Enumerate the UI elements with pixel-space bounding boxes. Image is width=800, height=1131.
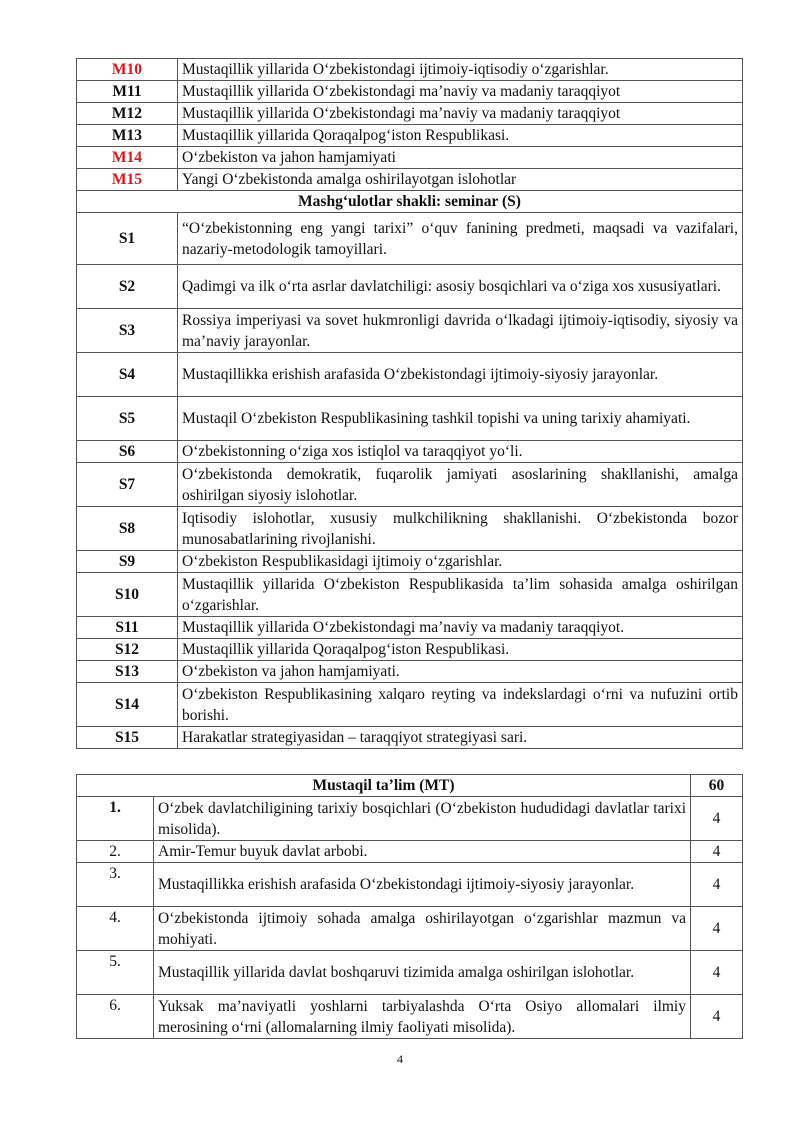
topic-hours: 4 — [691, 951, 743, 995]
table-row — [77, 507, 743, 551]
table-row — [77, 995, 743, 1039]
independent-study-title: Mustaqil ta’lim (MT) — [77, 775, 691, 797]
seminar-topic: Qadimgi va ilk o‘rta asrlar davlatchiligi: asosiy bosqichlari va o‘ziga xos xususiyatlari. — [178, 265, 743, 309]
independent-topic: O‘zbekistonda ijtimoiy sohada amalga oshirilayotgan o‘zgarishlar mazmun va mohiyati. — [154, 907, 691, 951]
table-row — [77, 169, 743, 191]
table-row — [77, 639, 743, 661]
seminar-code: S1 — [77, 213, 178, 265]
seminar-code: S6 — [77, 441, 178, 463]
seminar-topic: O‘zbekistonning o‘ziga xos istiqlol va taraqqiyot yo‘li. — [178, 441, 743, 463]
independent-study-table — [76, 774, 743, 1039]
independent-topic: Amir-Temur buyuk davlat arbobi. — [154, 841, 691, 863]
table-row — [77, 81, 743, 103]
module-code: M12 — [77, 103, 178, 125]
table-row — [77, 441, 743, 463]
table-row — [77, 463, 743, 507]
seminar-topic: Iqtisodiy islohotlar, xususiy mulkchilikning shakllanishi. O‘zbekistonda bozor munosabatlarining rivojlanishi. — [178, 507, 743, 551]
module-topic: Yangi O‘zbekistonda amalga oshirilayotgan islohotlar — [178, 169, 743, 191]
module-code: M13 — [77, 125, 178, 147]
table-row — [77, 661, 743, 683]
module-topic: Mustaqillik yillarida Qoraqalpog‘iston Respublikasi. — [178, 125, 743, 147]
topic-hours: 4 — [691, 841, 743, 863]
table-row — [77, 397, 743, 441]
table-row — [77, 103, 743, 125]
seminar-code: S8 — [77, 507, 178, 551]
page-number: 4 — [397, 1052, 403, 1066]
independent-topic: Yuksak ma’naviyatli yoshlarni tarbiyalashda O‘rta Osiyo allomalari ilmiy merosining o‘rni (allomalarning ilmiy faoliyati misolida). — [154, 995, 691, 1039]
table-row — [77, 951, 743, 995]
row-number: 5. — [77, 951, 154, 995]
seminar-code: S5 — [77, 397, 178, 441]
table-row — [77, 617, 743, 639]
seminar-code: S7 — [77, 463, 178, 507]
table-row — [77, 353, 743, 397]
row-number: 1. — [77, 797, 154, 841]
independent-topic: Mustaqillikka erishish arafasida O‘zbekistondagi ijtimoiy-siyosiy jarayonlar. — [154, 863, 691, 907]
seminar-code: S15 — [77, 727, 178, 749]
topic-hours: 4 — [691, 797, 743, 841]
seminar-topic: O‘zbekiston Respublikasidagi ijtimoiy o‘zgarishlar. — [178, 551, 743, 573]
seminar-topic: O‘zbekiston Respublikasining xalqaro reyting va indekslardagi o‘rni va nufuzini ortib borishi. — [178, 683, 743, 727]
table-row — [77, 59, 743, 81]
table-row — [77, 551, 743, 573]
row-number: 4. — [77, 907, 154, 951]
table-row — [77, 573, 743, 617]
module-code: M14 — [77, 147, 178, 169]
seminar-topic: O‘zbekistonda demokratik, fuqarolik jamiyati asoslarining shakllanishi, amalga oshirilgan siyosiy islohotlar. — [178, 463, 743, 507]
table-row — [77, 683, 743, 727]
seminar-topic: Mustaqillik yillarida O‘zbekistondagi ma’naviy va madaniy taraqqiyot. — [178, 617, 743, 639]
seminar-code: S4 — [77, 353, 178, 397]
table-row — [77, 125, 743, 147]
table-row — [77, 147, 743, 169]
seminar-topic: Rossiya imperiyasi va sovet hukmronligi davrida o‘lkadagi ijtimoiy-iqtisodiy, siyosiy va ma’naviy jarayonlar. — [178, 309, 743, 353]
module-topic: Mustaqillik yillarida O‘zbekistondagi ma’naviy va madaniy taraqqiyot — [178, 103, 743, 125]
seminar-code: S3 — [77, 309, 178, 353]
row-number: 2. — [77, 841, 154, 863]
seminar-topic: Mustaqil O‘zbekiston Respublikasining tashkil topishi va uning tarixiy ahamiyati. — [178, 397, 743, 441]
module-topic: O‘zbekiston va jahon hamjamiyati — [178, 147, 743, 169]
seminar-code: S2 — [77, 265, 178, 309]
seminar-code: S14 — [77, 683, 178, 727]
row-number: 3. — [77, 863, 154, 907]
seminar-topic: O‘zbekiston va jahon hamjamiyati. — [178, 661, 743, 683]
table-row — [77, 727, 743, 749]
table-row — [77, 797, 743, 841]
topics-table — [76, 58, 743, 749]
table-header-row — [77, 775, 743, 797]
independent-topic: Mustaqillik yillarida davlat boshqaruvi tizimida amalga oshirilgan islohotlar. — [154, 951, 691, 995]
table-row — [77, 863, 743, 907]
row-number: 6. — [77, 995, 154, 1039]
table-row — [77, 841, 743, 863]
seminar-topic: Mustaqillik yillarida O‘zbekiston Respublikasida ta’lim sohasida amalga oshirilgan o‘zgarishlar. — [178, 573, 743, 617]
seminar-topic: Harakatlar strategiyasidan – taraqqiyot strategiyasi sari. — [178, 727, 743, 749]
table-row — [77, 213, 743, 265]
seminar-topic: Mustaqillikka erishish arafasida O‘zbekistondagi ijtimoiy-siyosiy jarayonlar. — [178, 353, 743, 397]
topic-hours: 4 — [691, 863, 743, 907]
seminar-section-title: Mashg‘ulotlar shakli: seminar (S) — [77, 191, 743, 213]
module-topic: Mustaqillik yillarida O‘zbekistondagi ijtimoiy-iqtisodiy o‘zgarishlar. — [178, 59, 743, 81]
module-code: M10 — [77, 59, 178, 81]
independent-topic: O‘zbek davlatchiligining tarixiy bosqichlari (O‘zbekiston hududidagi davlatlar tarixi misolida). — [154, 797, 691, 841]
module-code: M15 — [77, 169, 178, 191]
seminar-code: S9 — [77, 551, 178, 573]
module-code: M11 — [77, 81, 178, 103]
seminar-code: S10 — [77, 573, 178, 617]
topic-hours: 4 — [691, 995, 743, 1039]
seminar-topic: Mustaqillik yillarida Qoraqalpog‘iston Respublikasi. — [178, 639, 743, 661]
seminar-topic: “O‘zbekistonning eng yangi tarixi” o‘quv fanining predmeti, maqsadi va vazifalari, nazariy-metodologik tamoyillari. — [178, 213, 743, 265]
table-row — [77, 265, 743, 309]
topic-hours: 4 — [691, 907, 743, 951]
seminar-code: S11 — [77, 617, 178, 639]
module-topic: Mustaqillik yillarida O‘zbekistondagi ma’naviy va madaniy taraqqiyot — [178, 81, 743, 103]
independent-study-total-hours: 60 — [691, 775, 743, 797]
table-row — [77, 907, 743, 951]
seminar-code: S12 — [77, 639, 178, 661]
section-header-row — [77, 191, 743, 213]
table-row — [77, 309, 743, 353]
seminar-code: S13 — [77, 661, 178, 683]
